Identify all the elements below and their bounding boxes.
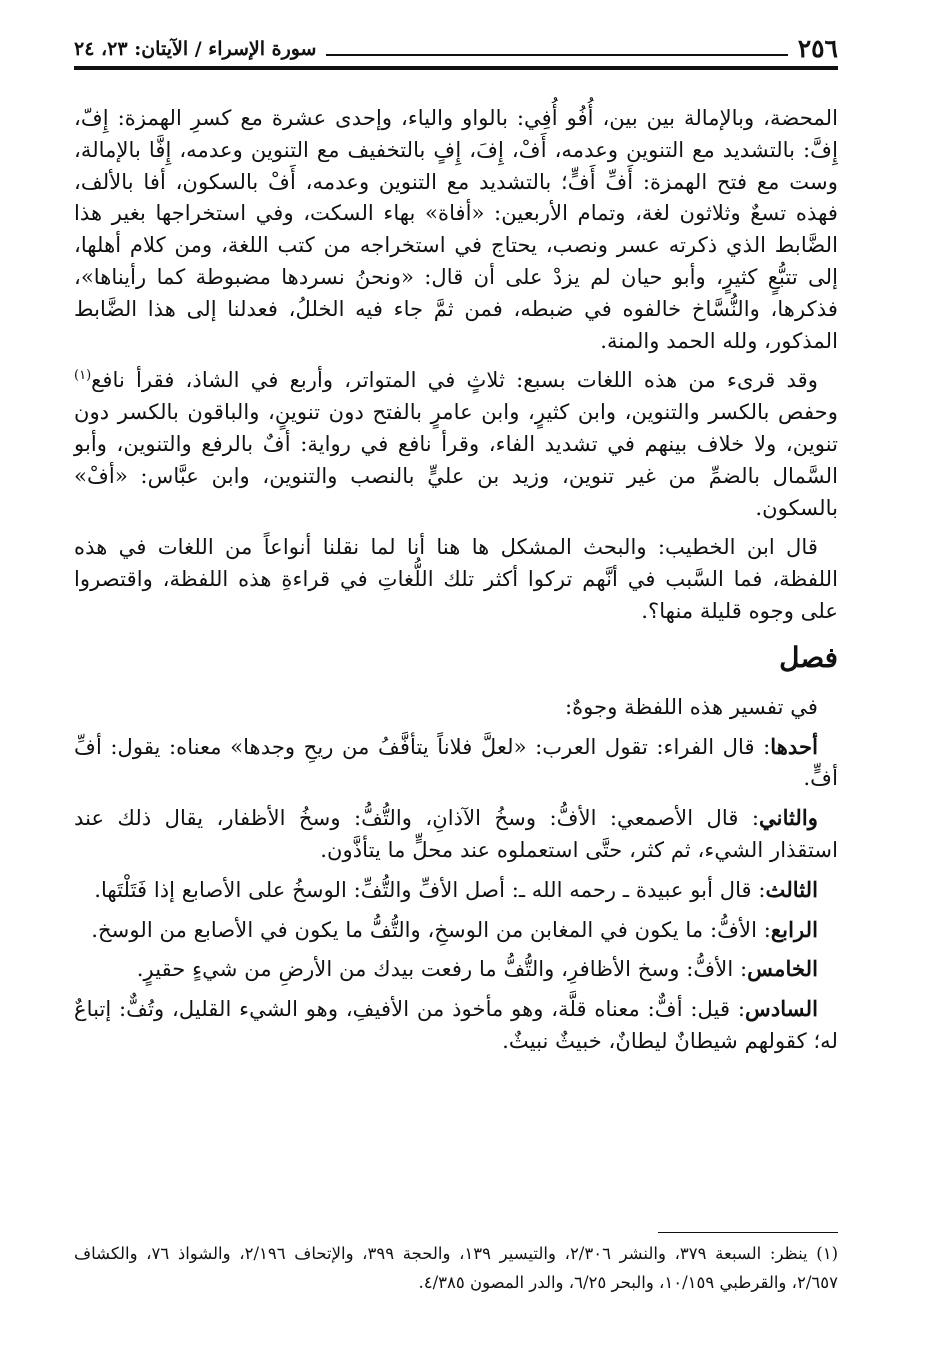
interpretation-term: أحدها (770, 733, 818, 759)
page-header (74, 30, 838, 64)
interpretation-item (74, 953, 838, 985)
footnote-rule (658, 1232, 838, 1233)
header-bottom-rule (74, 66, 838, 70)
interpretation-text: : قال الأصمعي: الأفُّ: وسخُ الآذانِ، والتُّفُّ: وسخُ الأظفار، يقال ذلك عند استقذار الشيء، ثم كثر، حتَّى استعملوه عند محلٍّ ما يتأذَّون. (74, 805, 838, 862)
paragraph-3: قال ابن الخطيب: والبحث المشكل ها هنا أنا لما نقلنا أنواعاً من اللغات في هذه اللفظة، فما السَّبب في أنَّهم تركوا أكثر تلك اللُّغاتِ في قراءةِ هذه اللفظة، واقتصروا على وجوه قليلة منها؟. (74, 534, 838, 623)
footnote-1: (١) ينظر: السبعة ٣٧٩، والنشر ٢/٣٠٦، والتيسير ١٣٩، والحجة ٣٩٩، والإتحاف ٢/١٩٦، والشواذ ٧٦، والكشاف ٢/٦٥٧، والقرطبي ١٠/١٥٩، والبحر ٦/٢٥، والدر المصون ٤/٣٨٥. (74, 1244, 839, 1292)
interpretation-item (74, 802, 838, 866)
interpretation-text: : قيل: أفٌّ: معناه قلَّة، وهو مأخوذ من الأفيفِ، وهو الشيء القليل، وتُفٌّ: إتباعٌ له؛ كقولهم شيطانٌ ليطانٌ، خبيثٌ نبيثٌ. (74, 996, 838, 1053)
running-head: سورة الإسراء / الآيتان: ٢٣، ٢٤ (74, 38, 317, 60)
interpretation-item (74, 874, 838, 906)
footnotes (74, 1232, 838, 1297)
interpretation-text: : قال أبو عبيدة ـ رحمه الله ـ: أصل الأفِّ والتُّفِّ: الوسخُ على الأصابع إذا فَتَلْتَها. (94, 876, 766, 902)
header-rule (326, 54, 787, 56)
interpretation-term: الرابع (770, 916, 818, 942)
footnote-ref-1[interactable]: (١) (74, 368, 92, 384)
interpretation-item (74, 914, 838, 946)
paragraph-2 (74, 364, 838, 523)
interpretation-term: السادس (745, 996, 818, 1022)
interpretation-text: : الأفُّ: ما يكون في المغابن من الوسخِ، والتُّفُّ ما يكون في الأصابع من الوسخ. (91, 916, 771, 942)
paragraph-1: المحضة، وبالإمالة بين بين، أُفُو أُفِي: بالواو والياء، وإحدى عشرة مع كسرِ الهمزة: إِفّ، إِفَّ: بالتشديد مع التنوين وعدمه، أَفْ، إِفَ، إِفٍ بالتخفيف مع التنوين وعدمه، إِفَّا بالإمالة، وست مع فتح الهمزة: أَفِّ أَفٍّ؛ بالتشديد مع التنوين وعدمه، أَفْ بالسكون، أفا بالألف، فهذه تسعٌ وثلاثون لغة، وتمام الأربعين: «أفاة» بهاء السكت، وفي استخراجها بغير هذا الضَّابط الذي ذكرته عسر ونصب، يحتاج في استخراجه من كتب اللغة، ومن كلام أهلها، إلى تتبُّعٍ كثيرٍ، وأبو حيان لم يزدْ على أن قال: «ونحنُ نسردها مضبوطة كما رأيناها»، فذكرها، والنُّسَّاخ خالفوه في ضبطه، فمن ثمَّ جاء فيه الخللُ، فعدلنا إلى هذا الضَّابط المذكور، ولله الحمد والمنة. (74, 105, 838, 353)
page-number: ٢٥٦ (797, 34, 838, 63)
interpretation-item (74, 731, 838, 795)
interpretation-term: الثالث (765, 876, 818, 902)
interpretation-term: والثاني (759, 805, 818, 831)
paragraph-2-rest: وحفص بالكسر والتنوين، وابن كثيرٍ، وابن عامرٍ بالفتح دون تنوينٍ، والباقون بالكسر دون تنوين، ولا خلاف بينهم في تشديد الفاء، وقرأ نافع في رواية: أفٌ بالرفع والتنوين، وأبو السَّمال بالضمِّ من غير تنوين، وزيد بن عليٍّ بالنصب والتنوين، وابن عبَّاس: «أفْ» بالسكون. (74, 399, 838, 520)
interpretation-text: : الأفُّ: وسخ الأظافرِ، والتُّفُّ ما رفعت بيدك من الأرضِ من شيءٍ حقيرٍ. (136, 956, 748, 982)
interpretation-item (74, 993, 838, 1057)
interpretation-text: : قال الفراء: تقول العرب: «لعلَّ فلاناً يتأفَّفُ من ريحِ وجدها» معناه: يقول: أفِّ أفٍّ. (74, 733, 838, 791)
paragraph-2-lead: وقد قرىء من هذه اللغات بسبع: ثلاثٍ في المتواتر، وأربع في الشاذ، فقرأ نافع (91, 367, 818, 393)
interpretation-term: الخامس (747, 956, 818, 982)
section-title: فصل (779, 640, 838, 674)
main-text (74, 102, 838, 1057)
section-intro: في تفسير هذه اللفظة وجوهٌ: (564, 693, 818, 719)
